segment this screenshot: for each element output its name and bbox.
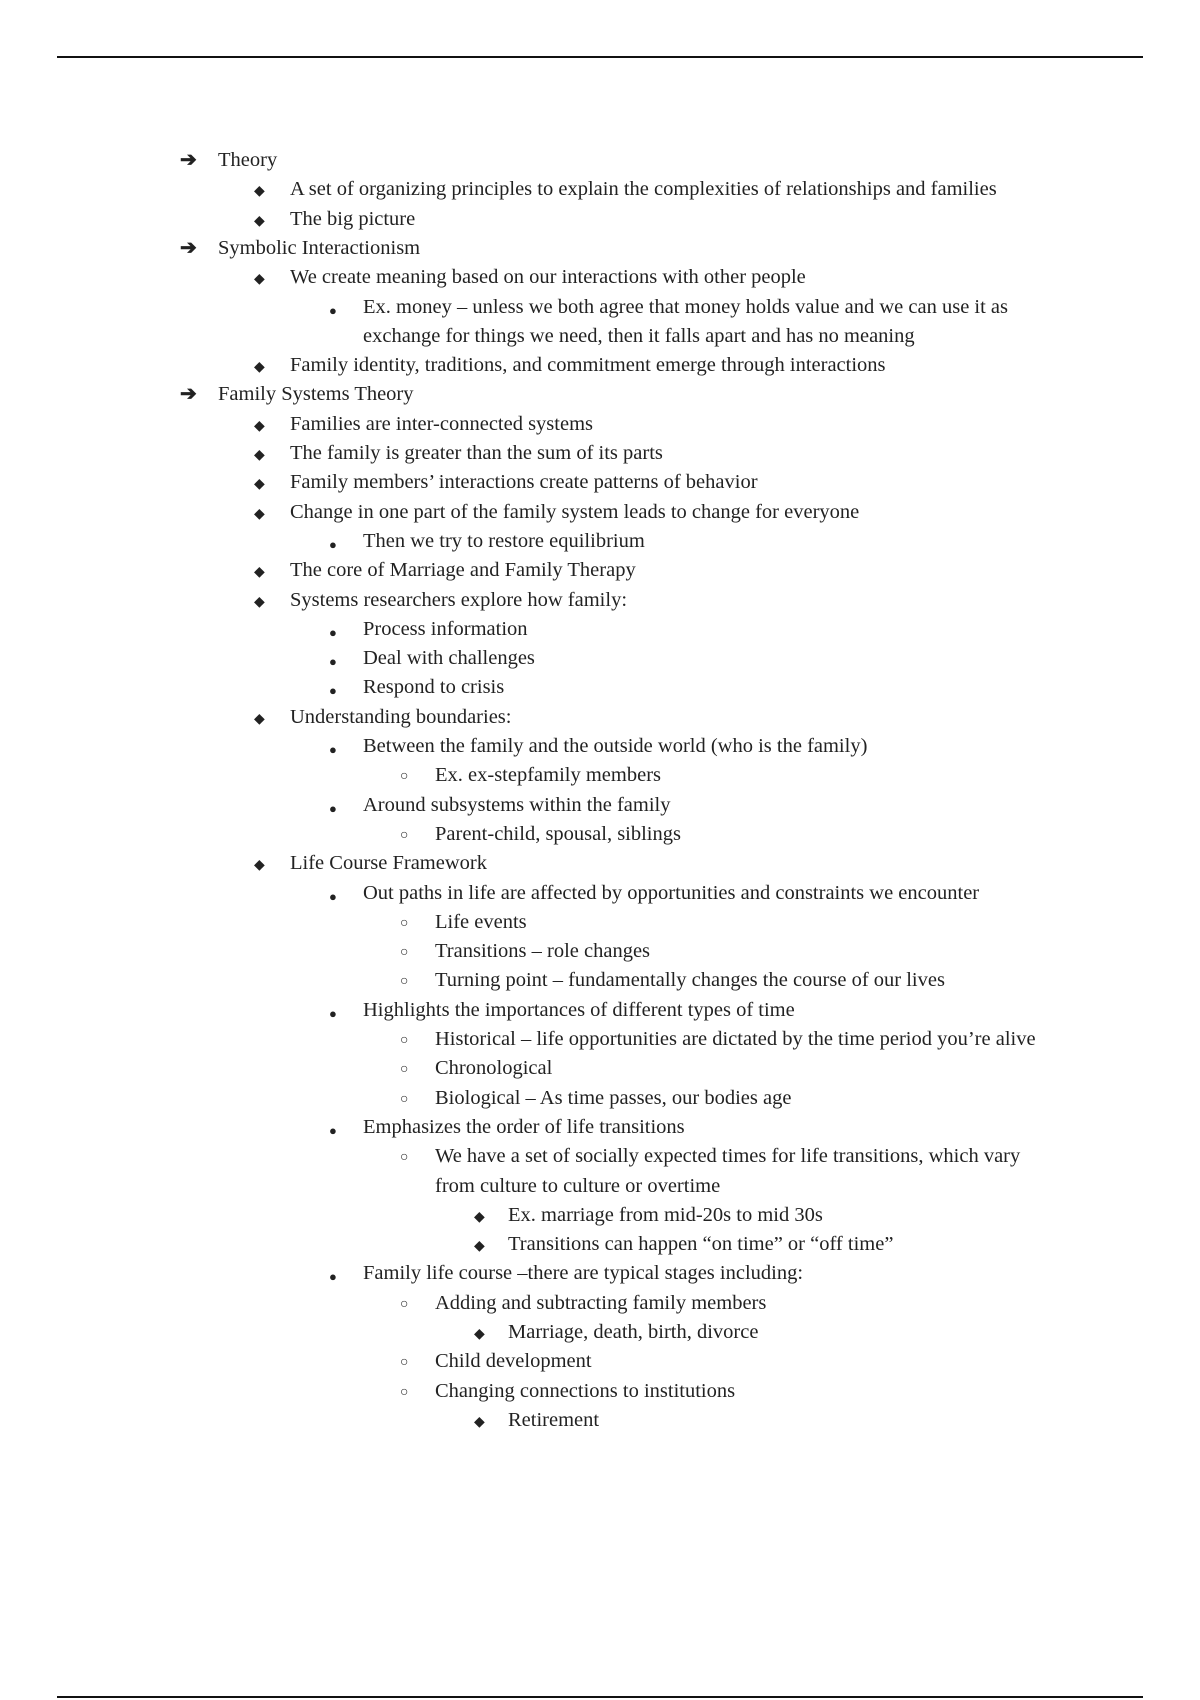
outline-text: Systems researchers explore how family: bbox=[290, 588, 628, 611]
circle-bullet-icon: ○ bbox=[400, 769, 409, 785]
dot-bullet-icon: ● bbox=[329, 1122, 337, 1138]
outline-text: The big picture bbox=[290, 207, 416, 230]
outline-text: Transitions can happen “on time” or “off time” bbox=[508, 1233, 894, 1256]
outline-text: Understanding boundaries: bbox=[290, 705, 512, 728]
outline-text: Chronological bbox=[435, 1057, 553, 1080]
outline-text: Family members’ interactions create patterns of behavior bbox=[290, 471, 758, 494]
dot-bullet-icon: ● bbox=[329, 1005, 337, 1021]
outline-text: A set of organizing principles to explain the complexities of relationships and families bbox=[290, 178, 997, 201]
diamond-bullet-icon: ◆ bbox=[254, 858, 265, 874]
outline-text: Family identity, traditions, and commitment emerge through interactions bbox=[290, 354, 886, 377]
outline-text: We have a set of socially expected times for life transitions, which vary bbox=[435, 1145, 1021, 1168]
diamond-bullet-icon: ◆ bbox=[254, 477, 265, 493]
diamond-bullet-icon: ◆ bbox=[474, 1414, 485, 1430]
diamond-bullet-icon: ◆ bbox=[254, 594, 265, 610]
outline-text: Out paths in life are affected by opportunities and constraints we encounter bbox=[363, 881, 980, 904]
outline-text: Changing connections to institutions bbox=[435, 1379, 736, 1402]
outline-text: Adding and subtracting family members bbox=[435, 1291, 767, 1314]
diamond-bullet-icon: ◆ bbox=[254, 184, 265, 200]
outline-text: Biological – As time passes, our bodies age bbox=[435, 1086, 792, 1109]
outline-text: from culture to culture or overtime bbox=[435, 1174, 721, 1197]
outline-text: Between the family and the outside world (who is the family) bbox=[363, 735, 868, 757]
outline-text: Marriage, death, birth, divorce bbox=[508, 1321, 759, 1343]
footer-rule bbox=[57, 1696, 1143, 1698]
circle-bullet-icon: ○ bbox=[400, 1150, 409, 1166]
outline-text: The core of Marriage and Family Therapy bbox=[290, 559, 636, 582]
diamond-bullet-icon: ◆ bbox=[254, 360, 265, 376]
outline-text: Retirement bbox=[508, 1408, 600, 1431]
outline-text: Ex. money – unless we both agree that money holds value and we can use it as bbox=[363, 295, 1009, 318]
outline-text: Around subsystems within the family bbox=[363, 793, 671, 816]
outline-text: exchange for things we need, then it falls apart and has no meaning bbox=[363, 324, 915, 347]
circle-bullet-icon: ○ bbox=[400, 827, 409, 843]
outline-text: Families are inter-connected systems bbox=[290, 412, 594, 435]
outline-text: Respond to crisis bbox=[363, 676, 505, 699]
outline-text: Family Systems Theory bbox=[218, 383, 414, 406]
outline-text: Ex. marriage from mid-20s to mid 30s bbox=[508, 1203, 823, 1226]
dot-bullet-icon: ● bbox=[329, 1269, 337, 1285]
outline-text: Symbolic Interactionism bbox=[218, 236, 421, 259]
circle-bullet-icon: ○ bbox=[400, 945, 409, 961]
circle-bullet-icon: ○ bbox=[400, 1091, 409, 1107]
outline-text: Transitions – role changes bbox=[435, 940, 651, 963]
circle-bullet-icon: ○ bbox=[400, 974, 409, 990]
dot-bullet-icon: ● bbox=[329, 536, 337, 552]
circle-bullet-icon: ○ bbox=[400, 1062, 409, 1078]
outline-text: Family life course –there are typical stages including: bbox=[363, 1262, 804, 1285]
circle-bullet-icon: ○ bbox=[400, 1296, 409, 1312]
diamond-bullet-icon: ◆ bbox=[254, 418, 265, 434]
outline-text: Life events bbox=[435, 910, 527, 933]
outline-text: Life Course Framework bbox=[290, 852, 487, 875]
dot-bullet-icon: ● bbox=[329, 302, 337, 318]
arrow-bullet-icon: ➔ bbox=[180, 149, 197, 171]
circle-bullet-icon: ○ bbox=[400, 915, 409, 931]
dot-bullet-icon: ● bbox=[329, 742, 337, 757]
dot-bullet-icon: ● bbox=[329, 683, 337, 699]
outline-text: Historical – life opportunities are dictated by the time period you’re alive bbox=[435, 1028, 1036, 1050]
diamond-bullet-icon: ◆ bbox=[474, 1327, 485, 1342]
diamond-bullet-icon: ◆ bbox=[474, 1209, 485, 1225]
dot-bullet-icon: ● bbox=[329, 624, 337, 640]
diamond-bullet-icon: ◆ bbox=[254, 213, 265, 229]
outline-text: Then we try to restore equilibrium bbox=[363, 529, 645, 552]
outline-text: Parent-child, spousal, siblings bbox=[435, 822, 681, 845]
diamond-bullet-icon: ◆ bbox=[474, 1239, 485, 1255]
outline-text: Change in one part of the family system leads to change for everyone bbox=[290, 500, 860, 523]
header-rule bbox=[57, 56, 1143, 58]
dot-bullet-icon: ● bbox=[329, 800, 337, 816]
outline-text: Emphasizes the order of life transitions bbox=[363, 1115, 685, 1138]
dot-bullet-icon: ● bbox=[329, 654, 337, 670]
circle-bullet-icon: ○ bbox=[400, 1033, 409, 1048]
outline-text: Child development bbox=[435, 1350, 592, 1373]
circle-bullet-icon: ○ bbox=[400, 1355, 409, 1371]
diamond-bullet-icon: ◆ bbox=[254, 272, 265, 288]
outline-text: Theory bbox=[218, 149, 278, 171]
diamond-bullet-icon: ◆ bbox=[254, 506, 265, 522]
outline-text: Turning point – fundamentally changes the course of our lives bbox=[435, 969, 945, 992]
outline-text: Highlights the importances of different types of time bbox=[363, 998, 795, 1021]
diamond-bullet-icon: ◆ bbox=[254, 565, 265, 581]
dot-bullet-icon: ● bbox=[329, 888, 337, 904]
outline-text: Deal with challenges bbox=[363, 647, 535, 670]
outline-text: Ex. ex-stepfamily members bbox=[435, 764, 662, 787]
outline-text: We create meaning based on our interactions with other people bbox=[290, 266, 806, 289]
diamond-bullet-icon: ◆ bbox=[254, 711, 265, 727]
outline-text: Process information bbox=[363, 617, 528, 640]
outline-text: The family is greater than the sum of its parts bbox=[290, 442, 663, 464]
circle-bullet-icon: ○ bbox=[400, 1384, 409, 1400]
arrow-bullet-icon: ➔ bbox=[180, 383, 197, 406]
arrow-bullet-icon: ➔ bbox=[180, 236, 197, 259]
diamond-bullet-icon: ◆ bbox=[254, 448, 265, 463]
